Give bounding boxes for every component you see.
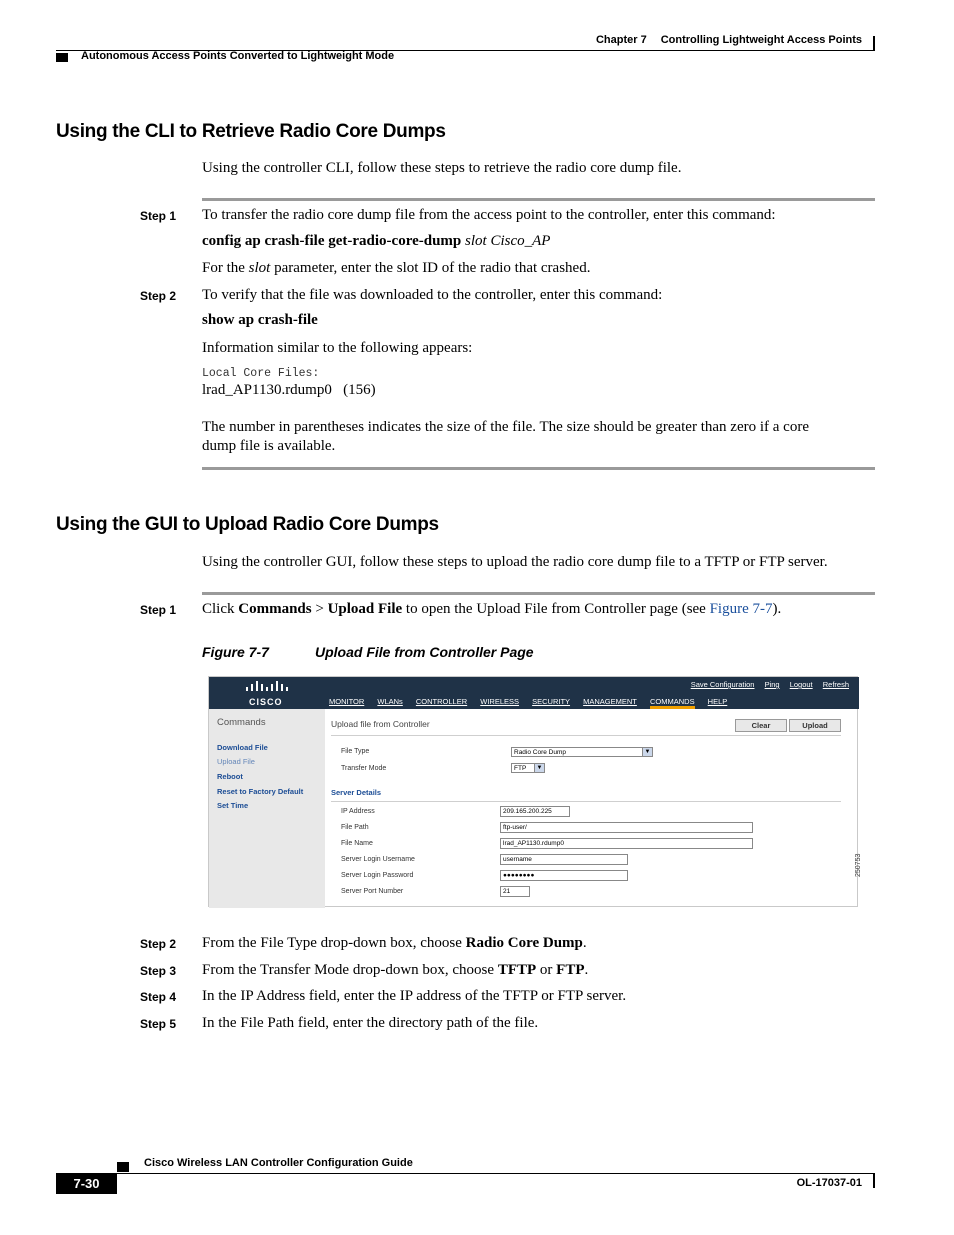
gui-step1-text	[202, 600, 781, 619]
menu-wlans[interactable]: WLANs	[377, 697, 403, 706]
cli-heading: Using the CLI to Retrieve Radio Core Dumps	[56, 121, 446, 142]
gui-step2-text	[202, 934, 587, 953]
server-details-heading: Server Details	[331, 788, 382, 797]
step-text: Click	[202, 601, 239, 617]
gui-step3-label: Step 3	[140, 964, 177, 978]
cli-step1-command	[202, 233, 550, 250]
menu-security[interactable]: SECURITY	[532, 697, 571, 706]
commands-term: Commands	[238, 601, 312, 617]
file-type-select[interactable]	[511, 747, 653, 757]
figure-number: Figure 7-7	[202, 644, 269, 660]
cli-step1-label: Step 1	[140, 209, 177, 223]
figure-screenshot	[208, 676, 862, 907]
running-header-chapter	[596, 34, 862, 46]
menu-controller[interactable]: CONTROLLER	[415, 697, 468, 706]
sidebar-item-reboot[interactable]: Reboot	[217, 772, 243, 781]
cli-note-line1: The number in parentheses indicates the size of the file. The size should be greater than zero if a core	[202, 419, 809, 435]
gui-heading: Using the GUI to Upload Radio Core Dumps	[56, 514, 439, 535]
step-sep: >	[311, 601, 328, 617]
gui-step1-label: Step 1	[140, 603, 177, 617]
tftp-term: TFTP	[497, 962, 537, 978]
section-divider	[331, 801, 841, 802]
command-args: slot Cisco_AP	[465, 233, 551, 249]
menu-wireless[interactable]: WIRELESS	[480, 697, 520, 706]
doc-number: OL-17037-01	[796, 1177, 862, 1189]
sidebar-item-download-file[interactable]: Download File	[217, 743, 268, 752]
menu-management[interactable]: MANAGEMENT	[583, 697, 637, 706]
login-username-label: Server Login Username	[341, 856, 415, 863]
upload-button[interactable]: Upload	[789, 719, 841, 732]
sidebar-title: Commands	[217, 717, 266, 728]
footer-rule	[56, 1173, 875, 1174]
login-password-field[interactable]: ●●●●●●●●	[500, 870, 628, 881]
login-password-label: Server Login Password	[341, 872, 414, 879]
menu-commands[interactable]: COMMANDS	[650, 697, 695, 709]
ping-link[interactable]: Ping	[764, 680, 780, 689]
footer-marker	[117, 1162, 129, 1172]
gui-step4-text: In the IP Address field, enter the IP address of the TFTP or FTP server.	[202, 988, 627, 1004]
command-keyword: config ap crash-file get-radio-core-dump	[202, 233, 462, 249]
running-header-section: Autonomous Access Points Converted to Lightweight Mode	[81, 50, 395, 62]
step-text-mid: to open the Upload File from Controller page (see	[402, 601, 710, 617]
menu-monitor[interactable]: MONITOR	[329, 697, 365, 706]
page-title: Upload file from Controller	[331, 719, 430, 729]
file-path-label: File Path	[341, 824, 369, 831]
menu-help[interactable]: HELP	[707, 697, 728, 706]
upload-file-term: Upload File	[327, 601, 403, 617]
figure-caption	[202, 644, 534, 660]
port-number-label: Server Port Number	[341, 888, 404, 895]
cli-step1-note	[202, 259, 590, 278]
top-links	[683, 680, 849, 689]
figure-link[interactable]: Figure 7-7	[709, 601, 773, 617]
cli-step2-text: To verify that the file was downloaded to the controller, enter this command:	[202, 287, 663, 303]
gui-step-rule	[202, 592, 875, 595]
cli-step2-info: Information similar to the following appears:	[202, 340, 473, 356]
note-text-end: parameter, enter the slot ID of the radio that crashed.	[270, 260, 591, 276]
step-text-end: .	[582, 935, 587, 951]
cli-step1-text: To transfer the radio core dump file from the access point to the controller, enter this command:	[202, 207, 776, 223]
chapter-title: Controlling Lightweight Access Points	[660, 34, 862, 46]
cli-step2-label: Step 2	[140, 289, 177, 303]
cli-step2-command: show ap crash-file	[202, 312, 318, 328]
step-text: From the File Type drop-down box, choose	[202, 935, 466, 951]
cisco-logo-text: CISCO	[249, 697, 283, 707]
footer-guide-title: Cisco Wireless LAN Controller Configuration Guide	[144, 1157, 413, 1169]
gui-step2-label: Step 2	[140, 937, 177, 951]
login-username-field[interactable]: username	[500, 854, 628, 865]
gui-step3-text	[202, 961, 588, 980]
cli-intro: Using the controller CLI, follow these steps to retrieve the radio core dump file.	[202, 160, 682, 176]
clear-button[interactable]: Clear	[735, 719, 787, 732]
figure-id: 250753	[855, 853, 862, 877]
step-rule	[202, 198, 875, 201]
step-rule-end	[202, 467, 875, 470]
chevron-down-icon: ▼	[534, 764, 544, 772]
file-type-label: File Type	[341, 748, 370, 755]
cisco-logo-icon	[245, 681, 289, 695]
save-configuration-link[interactable]: Save Configuration	[690, 680, 755, 689]
transfer-mode-label: Transfer Mode	[341, 765, 387, 772]
file-path-field[interactable]: ftp-user/	[500, 822, 753, 833]
sidebar-item-set-time[interactable]: Set Time	[217, 801, 249, 810]
cli-note-line2: dump file is available.	[202, 438, 336, 454]
gui-step5-label: Step 5	[140, 1017, 177, 1031]
step-text: From the Transfer Mode drop-down box, choose	[202, 962, 498, 978]
header-marker	[56, 53, 68, 62]
note-text: For the	[202, 260, 249, 276]
footer-bar	[873, 1174, 875, 1188]
title-divider	[331, 735, 841, 736]
step-text-end: ).	[772, 601, 782, 617]
gui-intro: Using the controller GUI, follow these steps to upload the radio core dump file to a TFTP or FTP server.	[202, 554, 828, 570]
code-line-2: lrad_AP1130.rdump0 (156)	[202, 382, 376, 398]
file-name-label: File Name	[341, 840, 373, 847]
ip-address-field[interactable]: 209.165.200.225	[500, 806, 570, 817]
note-param: slot	[248, 260, 271, 276]
header-bar	[873, 36, 875, 50]
gui-step5-text: In the File Path field, enter the directory path of the file.	[202, 1015, 539, 1031]
figure-title: Upload File from Controller Page	[315, 644, 534, 660]
radio-core-dump-term: Radio Core Dump	[465, 935, 583, 951]
gui-step4-label: Step 4	[140, 990, 177, 1004]
page-number: 7-30	[56, 1174, 117, 1194]
ip-address-label: IP Address	[341, 808, 375, 815]
refresh-link[interactable]: Refresh	[822, 680, 849, 689]
step-sep: or	[536, 962, 557, 978]
file-type-value: Radio Core Dump	[514, 749, 567, 756]
step-text-end: .	[584, 962, 589, 978]
ftp-term: FTP	[556, 962, 585, 978]
file-name-field[interactable]: lrad_AP1130.rdump0	[500, 838, 753, 849]
sidebar-item-upload-file[interactable]: Upload File	[217, 757, 255, 766]
transfer-mode-select[interactable]	[511, 763, 545, 773]
chevron-down-icon: ▼	[642, 748, 652, 756]
transfer-mode-value: FTP	[514, 765, 527, 772]
sidebar-item-reset-factory[interactable]: Reset to Factory Default	[217, 787, 304, 796]
code-line-1: Local Core Files:	[202, 367, 320, 380]
chapter-number: Chapter 7	[595, 34, 647, 46]
main-menu	[329, 697, 738, 706]
logout-link[interactable]: Logout	[789, 680, 813, 689]
port-number-field[interactable]: 21	[500, 886, 530, 897]
